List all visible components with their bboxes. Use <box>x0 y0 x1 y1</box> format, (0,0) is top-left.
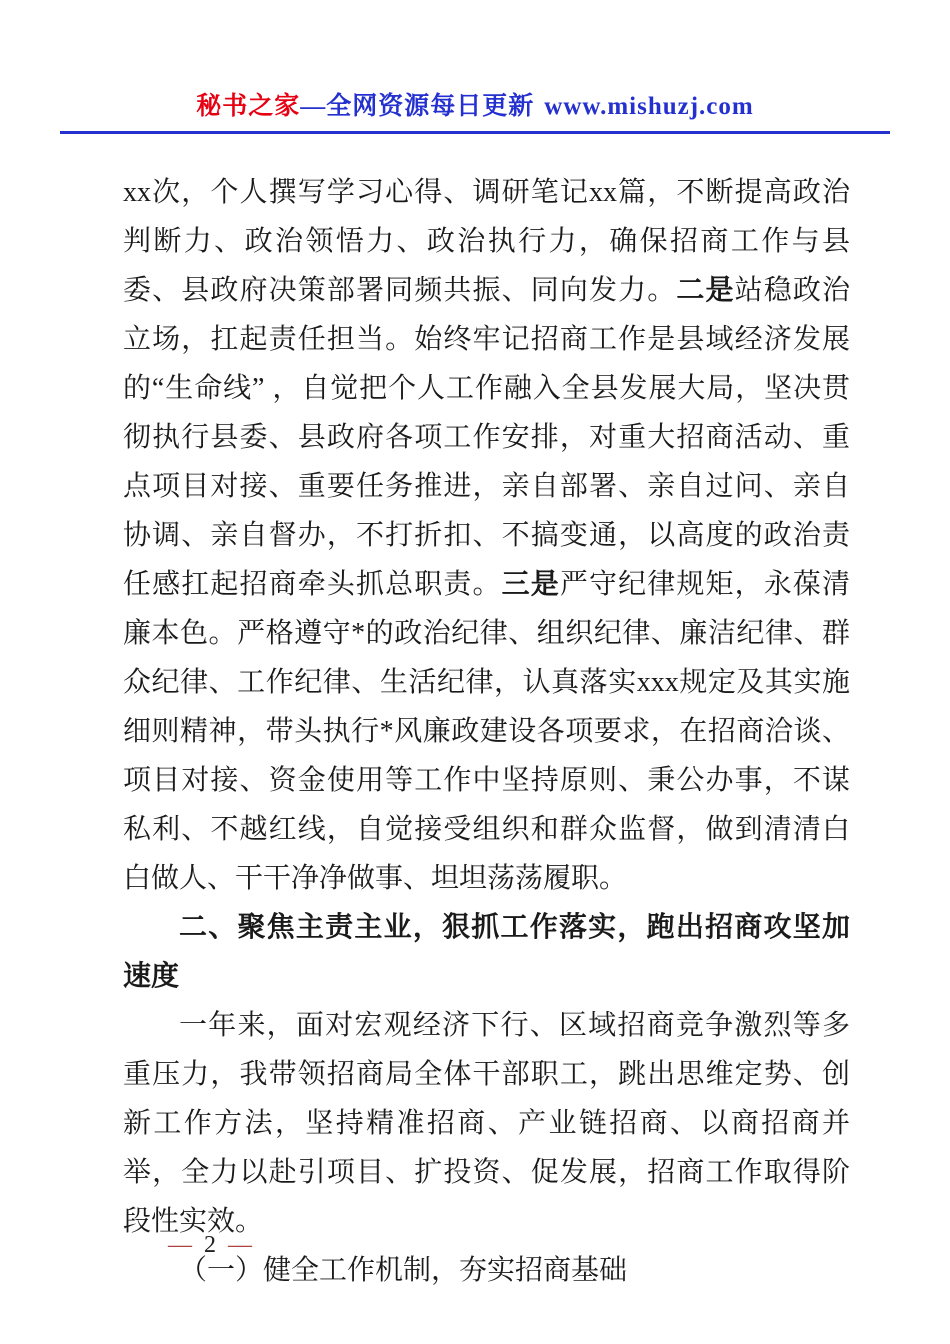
paragraph-text: 站稳政治立场，扛起责任担当。始终牢记招商工作是县域经济发展的“生命线” ，自觉把个人工作融入全县发展大局，坚决贯彻执行县委、县政府各项工作安排，对重大招商活动、重点项目对接、重要任务推进，亲自部署、亲自过问、亲自协调、亲自督办，不打折扣、不搞变通，以高度的政治责任感扛起招商牵头抓总职责。 <box>123 275 850 600</box>
site-tagline: —全网资源每日更新 <box>300 93 535 120</box>
paragraph-text: xx次，个人撰写学习心得、调研笔记xx篇，不断提高政治判断力、政治领悟力、政治执行力，确保招商工作与县委、县政府决策部署同频共振、同向发力。 <box>123 177 850 306</box>
paragraph-summary: 一年来，面对宏观经济下行、区域招商竞争激烈等多重压力，我带领招商局全体干部职工，跳出思维定势、创新工作方法，坚持精准招商、产业链招商、以商招商并举，全力以赴引项目、扩投资、促发展，招商工作取得阶段性实效。 <box>123 1010 850 1237</box>
page-number: 2 <box>204 1232 218 1258</box>
page-header <box>0 86 950 122</box>
paragraph-text: 严守纪律规矩，永葆清廉本色。严格遵守*的政治纪律、组织纪律、廉洁纪律、群众纪律、工作纪律、生活纪律，认真落实xxx规定及其实施细则精神，带头执行*风廉政建设各项要求，在招商洽谈、项目对接、资金使用等工作中坚持原则、秉公办事，不谋私利、不越红线，自觉接受组织和群众监督，做到清清白白做人、干干净净做事、坦坦荡荡履职。 <box>123 569 850 894</box>
paragraph-continuation <box>123 168 850 903</box>
document-body <box>123 168 850 1295</box>
footer-dash-left: — <box>168 1232 194 1258</box>
site-name: 秘书之家 <box>196 93 301 120</box>
footer-dash-right: — <box>228 1232 254 1258</box>
inline-bold-erShi: 二是 <box>676 275 735 306</box>
site-url: www.mishuzj.com <box>544 93 754 120</box>
subsection-heading-1: （一）健全工作机制，夯实招商基础 <box>179 1255 628 1286</box>
header-divider <box>60 131 890 134</box>
inline-bold-sanShi: 三是 <box>501 569 560 600</box>
page-footer <box>158 1232 264 1259</box>
section-heading-2: 二、聚焦主责主业，狠抓工作落实，跑出招商攻坚加速度 <box>123 912 850 992</box>
